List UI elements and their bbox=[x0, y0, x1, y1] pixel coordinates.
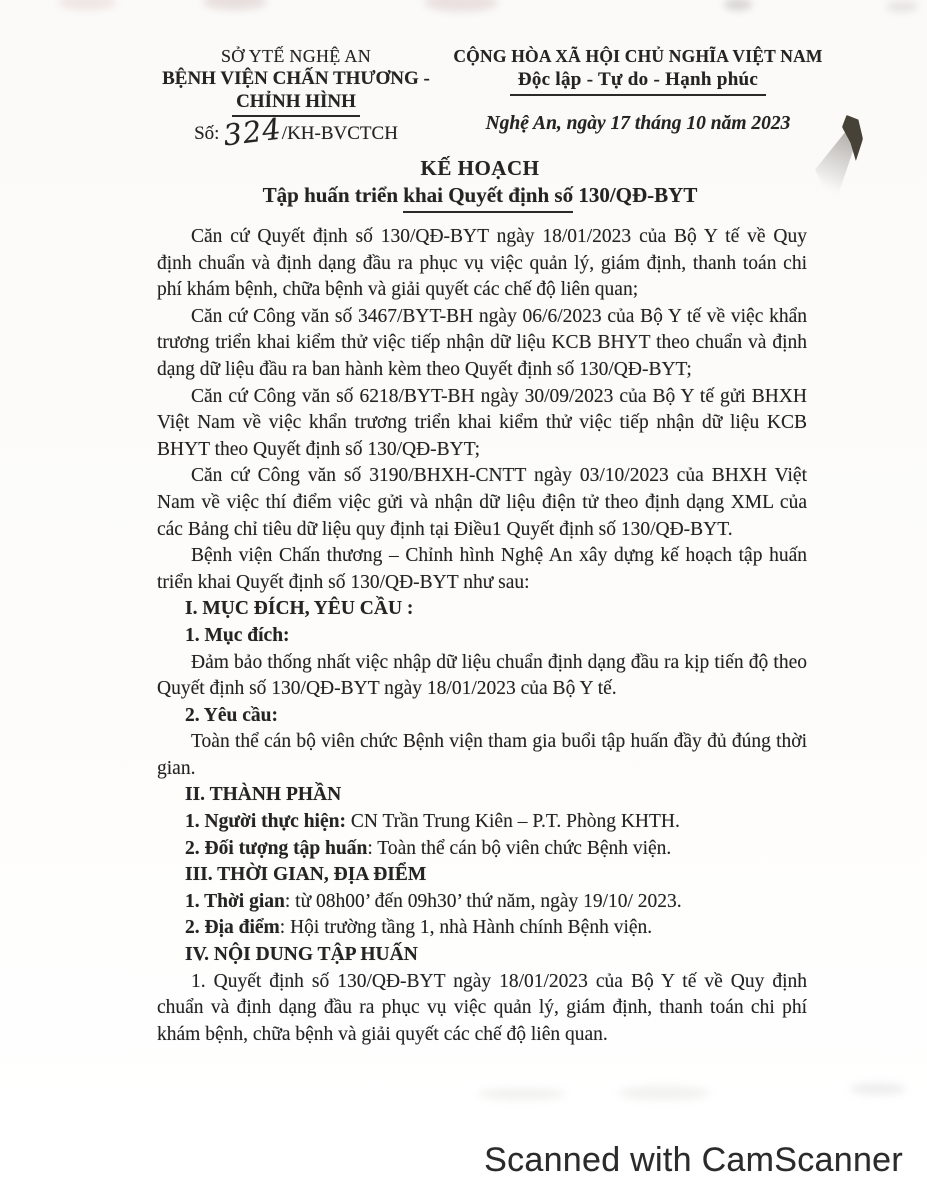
org-name-line2: CHỈNH HÌNH bbox=[150, 91, 442, 117]
scan-smudge bbox=[886, 1, 918, 12]
document-number bbox=[150, 111, 442, 153]
para-3: Căn cứ Công văn số 3190/BHXH-CNTT ngày 03/10/2023 của BHXH Việt Nam về việc thí điểm việc gửi và nhận dữ liệu điện tử theo định dạng XML của các Bảng chỉ tiêu dữ liệu quy định tại Điều1 Quyết định số 130/QĐ-BYT. bbox=[157, 465, 807, 540]
document-title-block bbox=[150, 156, 810, 213]
scan-smudge bbox=[478, 1088, 566, 1100]
labeled-15: 2. Địa điểm: Hội trường tầng 1, nhà Hành chính Bệnh viện. bbox=[185, 917, 653, 939]
doc-body bbox=[157, 224, 807, 1048]
org-parent-name: SỞ YTẾ NGHỆ AN bbox=[220, 46, 372, 66]
heading-6: 1. Mục đích: bbox=[185, 624, 290, 646]
para-4: Bệnh viện Chấn thương – Chỉnh hình Nghệ An xây dựng kế hoạch tập huấn triển khai Quyết định số 130/QĐ-BYT như sau: bbox=[157, 545, 807, 593]
labeled-12: 2. Đối tượng tập huấn: Toàn thể cán bộ viên chức Bệnh viện. bbox=[185, 837, 672, 859]
doc-number-prefix: Số: bbox=[194, 123, 220, 144]
labeled-11: 1. Người thực hiện: CN Trần Trung Kiên – P.T. Phòng KHTH. bbox=[185, 811, 680, 833]
scan-smudge bbox=[58, 0, 116, 10]
doc-title: KẾ HOẠCH bbox=[420, 156, 540, 180]
doc-number-handwritten: 324 bbox=[221, 111, 285, 153]
heading-5: I. MỤC ĐÍCH, YÊU CẦU : bbox=[185, 598, 414, 620]
scan-smudge bbox=[203, 0, 267, 10]
issuing-org-block bbox=[150, 46, 442, 153]
scan-smudge bbox=[850, 1083, 906, 1095]
issue-date: Nghệ An, ngày 17 tháng 10 năm 2023 bbox=[485, 113, 791, 134]
scan-smudge bbox=[618, 1086, 710, 1100]
camscanner-watermark: Scanned with CamScanner bbox=[484, 1141, 903, 1179]
para-9: Toàn thể cán bộ viên chức Bệnh viện tham gia buổi tập huấn đầy đủ đúng thời gian. bbox=[157, 731, 807, 779]
labeled-14: 1. Thời gian: từ 08h00’ đến 09h30’ thứ năm, ngày 19/10/ 2023. bbox=[185, 890, 682, 912]
org-name-line1: BỆNH VIỆN CHẤN THƯƠNG - bbox=[162, 68, 430, 89]
doc-subtitle: Tập huấn triển khai Quyết định số 130/QĐ-BYT bbox=[150, 183, 810, 213]
para-17: 1. Quyết định số 130/QĐ-BYT ngày 18/01/2023 của Bộ Y tế về Quy định chuẩn và định dạng đầu ra phục vụ việc quản lý, giám định, thanh toán chi phí khám bệnh, chữa bệnh và giải quyết các chế độ liên quan. bbox=[157, 970, 807, 1045]
para-0: Căn cứ Quyết định số 130/QĐ-BYT ngày 18/01/2023 của Bộ Y tế về Quy định chuẩn và định dạng đầu ra phục vụ việc quản lý, giám định, thanh toán chi phí khám bệnh, chữa bệnh và giải quyết các chế độ liên quan; bbox=[157, 226, 807, 301]
national-motto: Độc lập - Tự do - Hạnh phúc bbox=[510, 69, 766, 96]
national-header-block bbox=[447, 46, 829, 135]
scan-smudge bbox=[724, 0, 752, 10]
para-1: Căn cứ Công văn số 3467/BYT-BH ngày 06/6/2023 của Bộ Y tế về việc khẩn trương triển khai kiểm thử việc tiếp nhận dữ liệu KCB BHYT theo chuẩn và định dạng dữ liệu đầu ra ban hành kèm theo Quyết định số 130/QĐ-BYT; bbox=[157, 305, 807, 380]
clip-shadow-artifact bbox=[806, 128, 856, 208]
scan-smudge bbox=[424, 0, 498, 12]
doc-number-suffix: /KH-BVCTCH bbox=[281, 123, 398, 144]
para-7: Đảm bảo thống nhất việc nhập dữ liệu chuẩn định dạng đầu ra kịp tiến độ theo Quyết định số 130/QĐ-BYT ngày 18/01/2023 của Bộ Y tế. bbox=[157, 651, 807, 700]
national-title: CỘNG HÒA XÃ HỘI CHỦ NGHĨA VIỆT NAM bbox=[453, 46, 823, 66]
subtitle-underlined-part: khai Quyết định số bbox=[403, 183, 573, 213]
heading-10: II. THÀNH PHẦN bbox=[185, 784, 342, 806]
para-2: Căn cứ Công văn số 6218/BYT-BH ngày 30/09/2023 của Bộ Y tế gửi BHXH Việt Nam về việc khẩn trương triển khai kiểm thử việc tiếp nhận dữ liệu KCB BHYT theo Quyết định số 130/QĐ-BYT; bbox=[157, 385, 807, 460]
heading-8: 2. Yêu cầu: bbox=[185, 704, 278, 726]
heading-13: III. THỜI GIAN, ĐỊA ĐIỂM bbox=[185, 864, 427, 886]
heading-16: IV. NỘI DUNG TẬP HUẤN bbox=[185, 944, 418, 966]
